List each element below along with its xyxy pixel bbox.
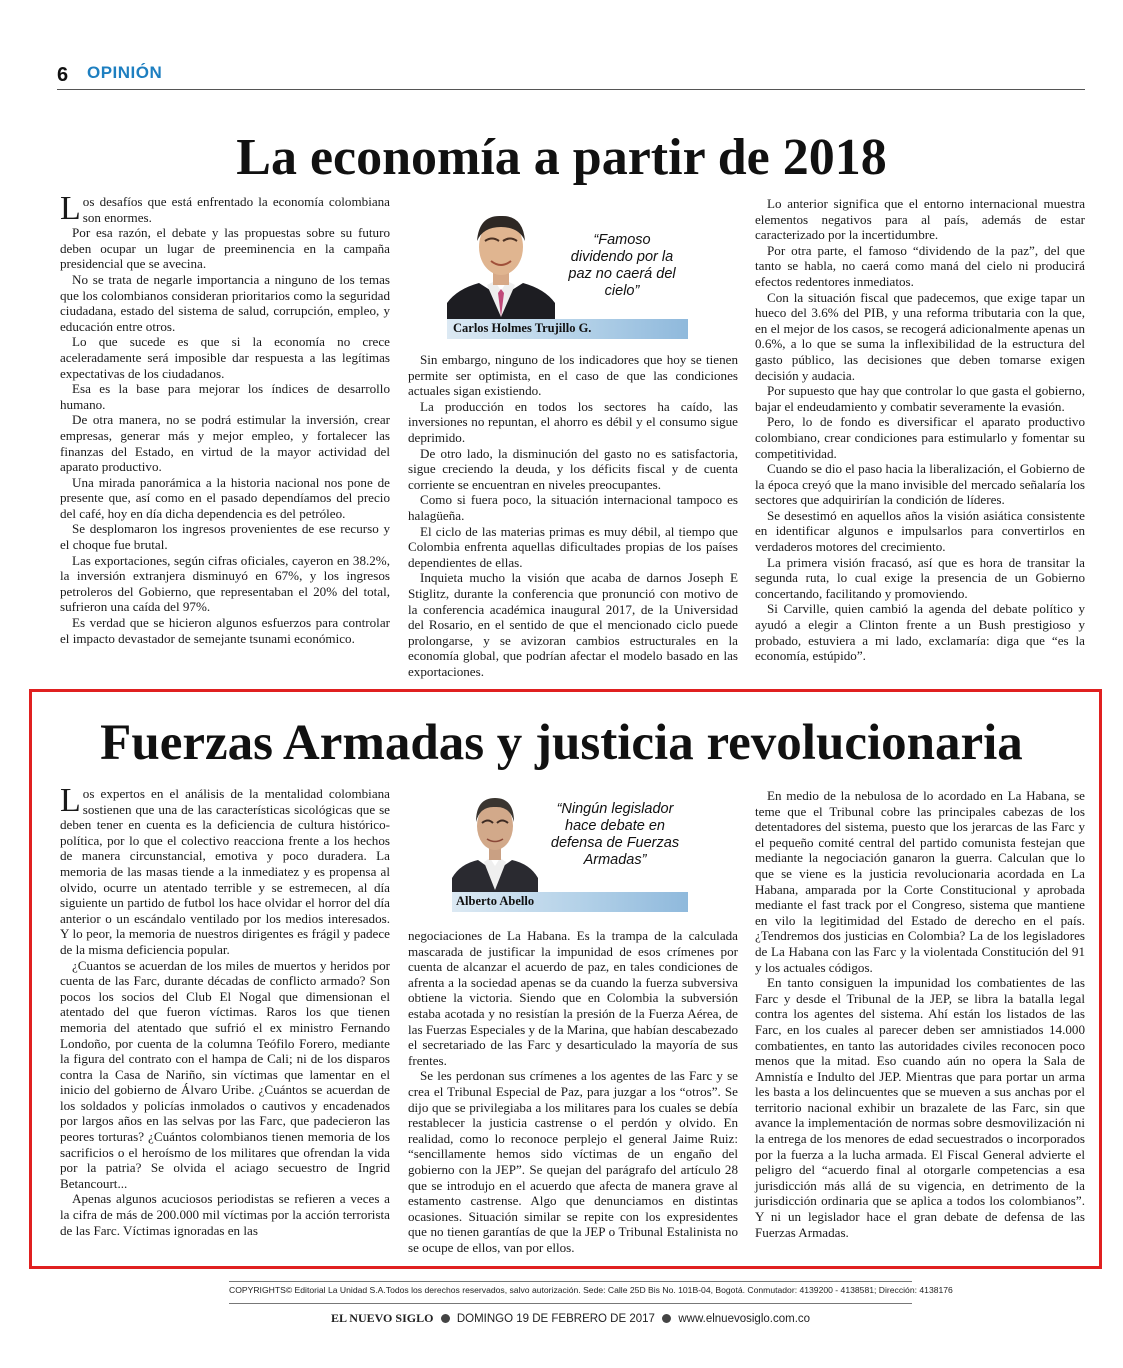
- article-1-paragraph: Lo que sucede es que si la economía no crece aceleradamente será imposible dar respuesta a las legítimas expectativas de los ciudadanos.: [60, 334, 390, 381]
- masthead-footer: [229, 1311, 912, 1326]
- copyright-notice: COPYRIGHTS© Editorial La Unidad S.A.Todos los derechos reservados, salvo autorización. Sede: Calle 25D Bis No. 101B-04, Bogotá. Conmutador: 4139200 - 4138581; Dirección: 4138176: [229, 1285, 953, 1295]
- article-1-paragraph: Sin embargo, ninguno de los indicadores que hoy se tienen permite ser optimista, en el caso de que las condiciones actuales sigan existiendo.: [408, 352, 738, 399]
- byline-author: Carlos Holmes Trujillo G.: [453, 321, 592, 335]
- article-1-paragraph: De otro lado, la disminución del gasto no es satisfactoria, sigue creciendo la deuda, y los déficits fiscal y de cuenta corriente se encuentran en niveles preocupantes.: [408, 445, 738, 492]
- article-1-col-1: [60, 190, 390, 646]
- article-2-col-2: [408, 928, 738, 1255]
- byline-author: Alberto Abello: [456, 894, 535, 908]
- article-1-paragraph: El ciclo de las materias primas es muy débil, al tiempo que Colombia enfrenta aquellas dificultades propias de los países dependientes de ellas.: [408, 523, 738, 570]
- pull-quote: “Famoso dividendo por la paz no caerá del cielo”: [568, 232, 676, 299]
- article-2-paragraph: ¿Cuantos se acuerdan de los miles de muertos y heridos por cuenta de las Farc, durante décadas de conflicto armado? Son pocos los socios del Club El Nogal que dimensionan el atentado del que fueron víctimas. Raros los que tienen memoria del atentado que sufrió el ex ministro Fernando Londoño, por cuenta de la columna Teófilo Forero, mediante la figura del contrato con el hampa de Cali; ni de los disparos contra la Casa de Nariño, sin víctimas que lamentar en el inicio del gobierno de Álvaro Uribe. ¿Cuántos se acuerdan de los soldados y policías inmolados o cautivos y encadenados por largos años en las selvas por las Farc, que padecieron las peores torturas? ¿Cuántos colombianos tienen memoria de los sacrificios o el heroísmo de los militares que ofrendan la vida por la patria? Se olvida el aciago secuestro de Ingrid Betancourt...: [60, 957, 390, 1191]
- article-1-paragraph: Se desestimó en aquellos años la visión asiática consistente en identificar algunos e impulsarlos para convertirlos en verdaderos motores del crecimiento.: [755, 507, 1085, 555]
- article-1-paragraph: Por supuesto que hay que controlar lo que gasta el gobierno, bajar el endeudamiento y combatir severamente la evasión.: [755, 383, 1085, 414]
- article-1-paragraph: Cuando se dio el paso hacia la liberalización, el Gobierno de la época creyó que la mano invisible del mercado señalaría los sectores que adquirirían la condición de líderes.: [755, 461, 1085, 508]
- article-2-paragraph: Apenas algunos acuciosos periodistas se refieren a veces a la cifra de más de 200.000 mil víctimas por la acción terrorista de las Farc. Víctimas ignoradas en las: [60, 1191, 390, 1238]
- footer-rule: [229, 1303, 912, 1304]
- article-1-paragraph: Por esa razón, el debate y las propuestas sobre su futuro deben ocupar un lugar de preeminencia en la campaña presidencial que se avecina.: [60, 225, 390, 272]
- article-2-col-1: [60, 782, 390, 1238]
- article-2-col-3: [755, 788, 1085, 1240]
- article-1-col-2: [408, 352, 738, 679]
- header-rule: [57, 89, 1085, 90]
- author-photo: [452, 790, 538, 893]
- dropcap: L: [60, 190, 81, 227]
- article-1-paragraph: Como si fuera poco, la situación internacional tampoco es halagüeña.: [408, 492, 738, 523]
- article-1-paragraph: La primera visión fracasó, así que es hora de transitar la segunda ruta, lo cual exige la presencia de un Gobierno concertando, facilitando y promoviendo.: [755, 554, 1085, 601]
- article-2-paragraph: En tanto consiguen la impunidad los combatientes de las Farc y desde el Tribunal de la JEP, se libra la batalla legal contra los agentes del sistema. Ahí están los listados de las Farc, en los cuales al parecer deben ser amnistiados 14.000 combatientes, en tanto las autoridades civiles reconocen poco menos que la mitad. Eso cuando aún no opera la Sala de Amnistía e Indulto del JEP. Mientras que para portar un arma les basta a los delincuentes que se mueven a sus anchas por el territorio nacional exhibir un brazalete de las Farc, sin que avance la implementación de normas sobre desmovilización ni la entrega de los menores de edad secuestrados o incorporados por la fuerza a la lucha armada. El Fiscal General advierte el peligro del “acuerdo final al otorgarle competencias a esa jurisdicción más allá de su vigencia, en detrimento de la jurisdicción ordinaria que se aplica a todos los colombianos”. Y ni un legislador hace el gran debate de defensa de las Fuerzas Armadas.: [755, 975, 1085, 1240]
- pull-quote: “Ningún legislador hace debate en defensa de Fuerzas Armadas”: [550, 801, 680, 868]
- article-2-headline: Fuerzas Armadas y justicia revolucionaria: [100, 715, 1023, 771]
- article-1-paragraph: Se desplomaron los ingresos provenientes de ese recurso y el choque fue brutal.: [60, 521, 390, 553]
- section-name: OPINIÓN: [87, 63, 163, 82]
- article-1-paragraph: Las exportaciones, según cifras oficiales, cayeron en 38.2%, la inversión extranjera disminuyó en 67%, y los ingresos petroleros del Gobierno, que representaban el 20% del total, sufrieron una caída del 97%.: [60, 552, 390, 615]
- author-photo: [447, 205, 555, 323]
- article-1-paragraph: Lo anterior significa que el entorno internacional muestra elementos negativos para al país, además de estar caracterizado por la incertidumbre.: [755, 196, 1085, 243]
- article-1-paragraph: De otra manera, no se podrá estimular la inversión, crear empresas, generar más y mejor empleo, y fortalecer las finanzas del Estado, en virtud de la mayor actividad del aparato productivo.: [60, 412, 390, 475]
- article-2-paragraph: En medio de la nebulosa de lo acordado en La Habana, se teme que el Tribunal cobre las principales cabezas de los detentadores del sistema, puesto que los jerarcas de las Farc y el pequeño comité central del partido comunista festejan que mediante la negociación ganaron la guerra. Calculan que lo que se viene es la justicia revolucionaria acordada en La Habana, amparada por la Corte Constitucional y aprobada mediante el fast track por el Congreso, sistema que mantiene en vilo la legitimidad del Estado de derecho en el país. ¿Tendremos dos justicias en Colombia? La de los legisladores de La Habana con las Farc y la violentada Constitución del 91 y los actuales códigos.: [755, 788, 1085, 975]
- article-1-paragraph: Con la situación fiscal que padecemos, que exige tapar un hueco del 3.6% del PIB, y una reforma tributaria con la que, en el mejor de los casos, se recogerá adicionalmente apenas un 0.6%, a lo que se suma la inflexibilidad de la estructura del gasto público, las decisiones que deben tomarse exigen decisión y audacia.: [755, 289, 1085, 383]
- article-1-paragraph: Pero, lo de fondo es diversificar el aparato productivo colombiano, crear condiciones para estimularlo y fomentar su competitividad.: [755, 414, 1085, 461]
- article-1-paragraph: Una mirada panorámica a la historia nacional nos pone de presente que, así como en el pasado dependíamos del precio del café, hoy en día dicha dependencia es del petróleo.: [60, 474, 390, 521]
- article-1-col-3: [755, 196, 1085, 664]
- article-1-paragraph: La producción en todos los sectores ha caído, las inversiones no repuntan, el ahorro es débil y el consumo sigue deprimido.: [408, 398, 738, 445]
- website-link[interactable]: www.elnuevosiglo.com.co: [678, 1313, 811, 1325]
- footer-rule: [229, 1281, 912, 1282]
- article-1-paragraph: Inquieta mucho la visión que acaba de darnos Joseph E Stiglitz, durante la conferencia que pronunció con motivo de la conferencia académica inaugural 2017, de la Universidad del Rosario, en el sentido de que el mencionado ciclo puede prolongarse, y se avizoran cambios estructurales en la economía global, que podrían afectar el modelo basado en las exportaciones.: [408, 570, 738, 679]
- article-1-paragraph: No se trata de negarle importancia a ninguno de los temas que los colombianos consideran prioritarios como la seguridad ciudadana, estado del sistema de salud, corrupción, empleo, y educación entre otros.: [60, 271, 390, 334]
- article-1-paragraph: Es verdad que se hicieron algunos esfuerzos para controlar el impacto devastador de semejante tsunami económico.: [60, 615, 390, 646]
- bullet-icon: [441, 1314, 450, 1323]
- article-2-paragraph: negociaciones de La Habana. Es la trampa de la calculada mascarada de justificar la impunidad de esos crímenes por cuenta de alcanzar el acuerdo de paz, en tales condiciones de afrenta a la sociedad apenas se da cuando la fuerza subversiva obtiene la victoria. Siendo que en Colombia la subversión estaba acotada y no resistían la presión de la Fuerza Aérea, de las Fuerzas Especiales y de la Marina, que habían descabezado el secretariado de las Farc y desarticulado la mayoría de sus frentes.: [408, 928, 738, 1068]
- newspaper-name: EL NUEVO SIGLO: [330, 1311, 434, 1325]
- article-1-paragraph: Los desafíos que está enfrentado la economía colombiana son enormes.: [60, 190, 390, 227]
- article-1-paragraph: Si Carville, quien cambió la agenda del debate político y ayudó a elegir a Clinton frente a un Bush prestigioso y probado, estuviera a mi lado, exclamaría: diga que “es la economía, estúpido”.: [755, 601, 1085, 664]
- article-1-paragraph: Por otra parte, el famoso “dividendo de la paz”, del que tanto se habla, no caerá como maná del cielo ni producirá efectos redentores inmediatos.: [755, 242, 1085, 289]
- dropcap: L: [60, 782, 81, 819]
- article-1-headline: La economía a partir de 2018: [236, 129, 887, 186]
- page-number: 6: [57, 64, 69, 86]
- article-2-paragraph: Se les perdonan sus crímenes a los agentes de las Farc y se crea el Tribunal Especial de Paz, para juzgar a los “otros”. Se dijo que se privilegiaba a los militares para los cuales se debía restablecer la justicia castrense o el perdón y olvido. En realidad, como lo reconoce perplejo el general Jaime Ruiz: “sencillamente hemos sido víctimas de un engaño del gobierno con la JEP”. Se quejan del parágrafo del artículo 28 que se introdujo en el acuerdo que afecta de manera grave al estamento castrense. Algo que denunciamos en distintas ocasiones. Situación similar se repite con los expresidentes que no tienen garantías de que la JEP o Tribunal Estalinista no se ocupe de ellos, van por ellos.: [408, 1068, 738, 1255]
- edition-date: DOMINGO 19 DE FEBRERO DE 2017: [456, 1313, 655, 1325]
- article-2-paragraph: Los expertos en el análisis de la mentalidad colombiana sostienen que una de las características sicológicas que se deben tener en cuenta es la deficiencia de cultura histórico-política, por lo que el colectivo reacciona frente a los hechos de manera circunstancial, emotiva y poco duradera. La memoria de las masas tiende a la inmediatez y es propensa al olvido, ocurre un atentado terrible y se estremecen, al día siguiente un partido de futbol los hace olvidar el horror del día anterior o un escándalo ventilado por los medios interesados. Y lo peor, la memoria de nuestros dirigentes es frágil y padece de la misma deficiencia popular.: [60, 782, 390, 957]
- article-1-paragraph: Esa es la base para mejorar los índices de desarrollo humano.: [60, 381, 390, 412]
- bullet-icon: [662, 1314, 671, 1323]
